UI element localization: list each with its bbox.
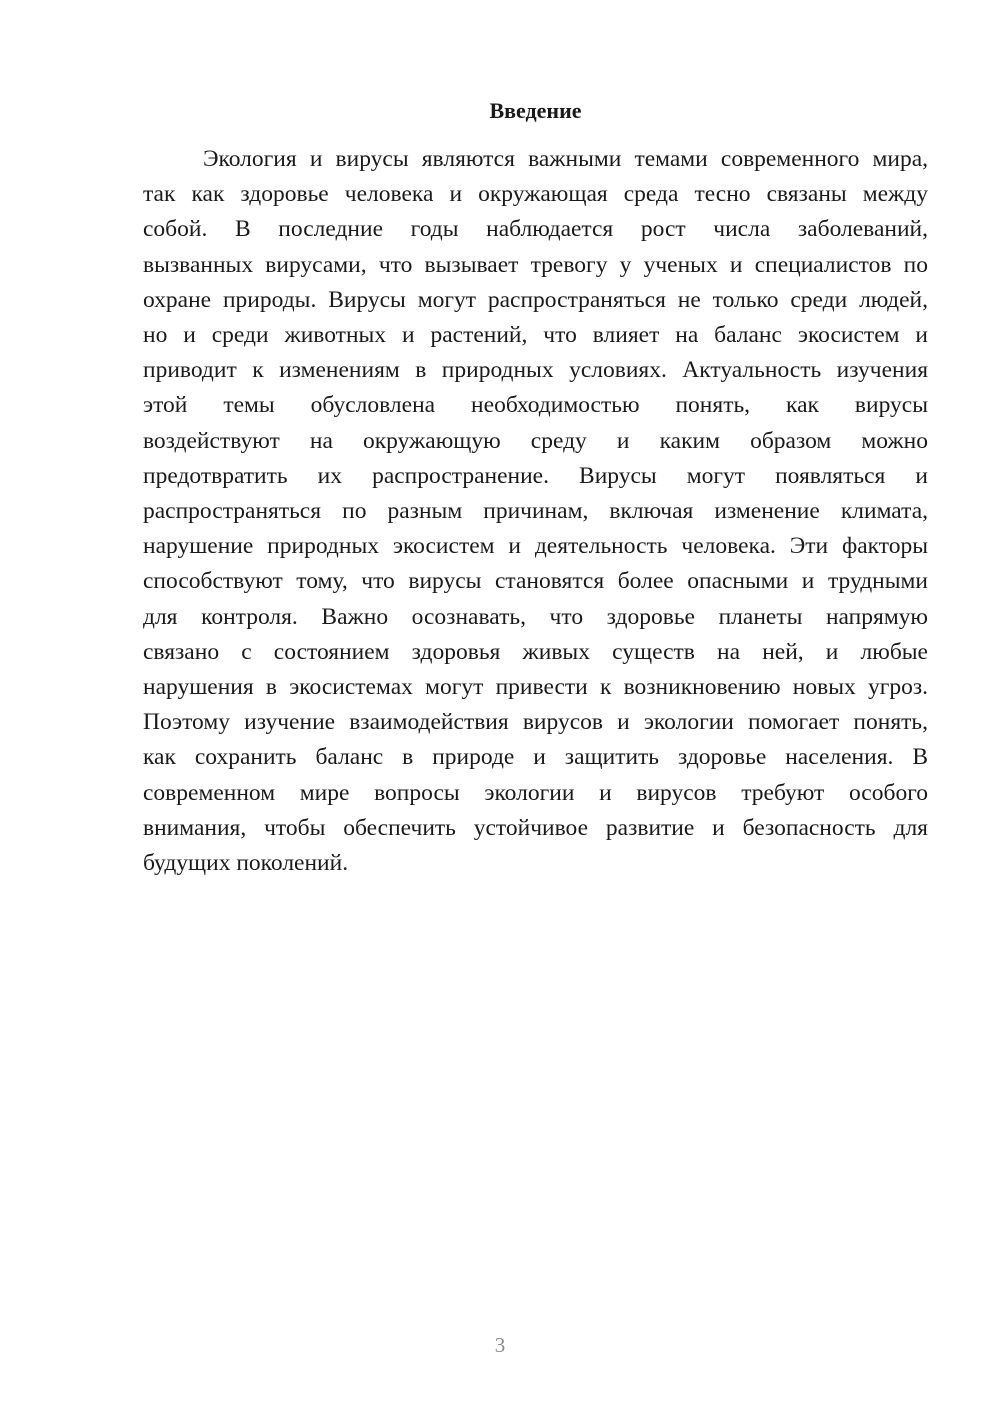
paragraph-line: но и среди животных и растений, что влияет на баланс экосистем и [143,322,928,349]
paragraph-line: способствуют тому, что вирусы становятся более опасными и трудными [143,568,928,595]
paragraph-line: воздействуют на окружающую среду и каким образом можно [143,427,928,454]
paragraph-line: Поэтому изучение взаимодействия вирусов и экологии помогает понять, [143,709,928,736]
paragraph-line: будущих поколений. [143,850,349,877]
page-number: 3 [494,1333,506,1357]
paragraph-line: распространяться по разным причинам, включая изменение климата, [143,498,928,525]
paragraph-line: связано с состоянием здоровья живых существ на ней, и любые [143,638,928,665]
paragraph-line: собой. В последние годы наблюдается рост числа заболеваний, [143,216,928,243]
paragraph-line: этой темы обусловлена необходимостью понять, как вирусы [143,392,928,419]
body-paragraph [143,142,928,881]
paragraph-line: как сохранить баланс в природе и защитить здоровье населения. В [143,744,928,771]
paragraph-line: нарушение природных экосистем и деятельность человека. Эти факторы [143,533,928,560]
paragraph-line: для контроля. Важно осознавать, что здоровье планеты напрямую [143,603,928,630]
section-heading: Введение [489,98,582,123]
paragraph-line: приводит к изменениям в природных условиях. Актуальность изучения [143,357,928,384]
paragraph-line: так как здоровье человека и окружающая среда тесно связаны между [143,181,928,208]
paragraph-line: нарушения в экосистемах могут привести к возникновению новых угроз. [143,674,928,701]
paragraph-line: Экология и вирусы являются важными темами современного мира, [203,146,928,172]
paragraph-line: охране природы. Вирусы могут распространяться не только среди людей, [143,286,928,313]
paragraph-line: современном мире вопросы экологии и вирусов требуют особого [143,779,928,806]
paragraph-line: вызванных вирусами, что вызывает тревогу у ученых и специалистов по [143,251,928,278]
paragraph-line: внимания, чтобы обеспечить устойчивое развитие и безопасность для [143,814,928,841]
paragraph-line: предотвратить их распространение. Вирусы могут появляться и [143,462,928,489]
